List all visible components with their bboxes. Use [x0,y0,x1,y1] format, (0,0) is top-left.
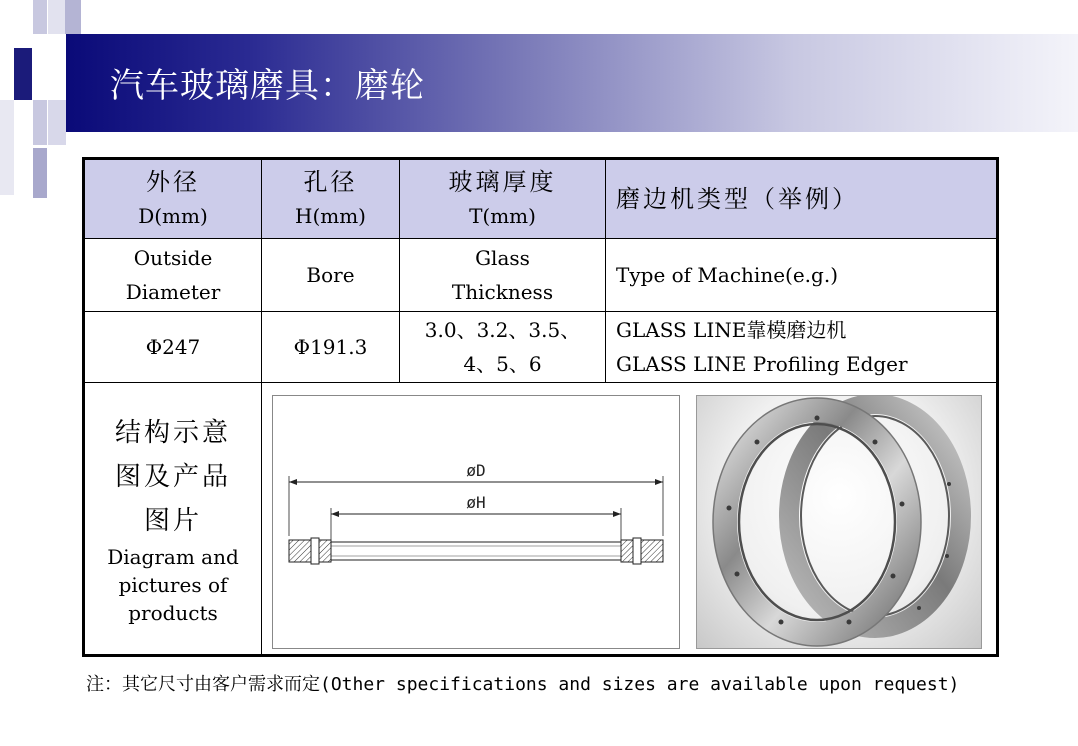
label-d: øD [466,461,486,480]
decor-square [0,100,14,195]
drawing-svg [273,396,679,648]
product-photo [696,395,982,649]
header-cell-machine: 磨边机类型（举例） [606,159,998,239]
table-row [84,312,998,383]
decor-square [14,48,32,100]
thickness-value: 3.0、3.2、3.5、 4、5、6 [400,312,606,383]
footnote: 注：其它尺寸由客户需求而定(Other specifications and sizes are available upon request) [86,674,960,695]
ring-section [331,542,621,560]
outer-diameter-value: Φ247 [84,312,262,383]
label-h: øH [466,493,486,512]
diagram-label-cell: 结构示意 图及产品 图片 Diagram and pictures of products [84,383,262,656]
header-cell-bore: 孔径 H(mm) [262,159,400,239]
table-cell: Bore [262,239,400,312]
decor-square [48,100,66,145]
table-header-row [84,159,998,239]
page-title: 汽车玻璃磨具：磨轮 [110,66,425,106]
decor-square [48,0,66,34]
table-row [84,239,998,312]
header-cell-thickness: 玻璃厚度 T(mm) [400,159,606,239]
decor-square [65,0,81,34]
header-cell-diameter: 外径 D(mm) [84,159,262,239]
table-cell: Type of Machine(e.g.) [606,239,998,312]
grinding-wheel-image [697,396,981,648]
decor-square [33,148,47,198]
technical-drawing [272,395,680,649]
table-cell: Glass Thickness [400,239,606,312]
decor-square [33,0,47,34]
decor-square [33,100,47,145]
table-cell: Outside Diameter [84,239,262,312]
machine-value: GLASS LINE靠模磨边机 GLASS LINE Profiling Edger [606,312,998,383]
bore-value: Φ191.3 [262,312,400,383]
